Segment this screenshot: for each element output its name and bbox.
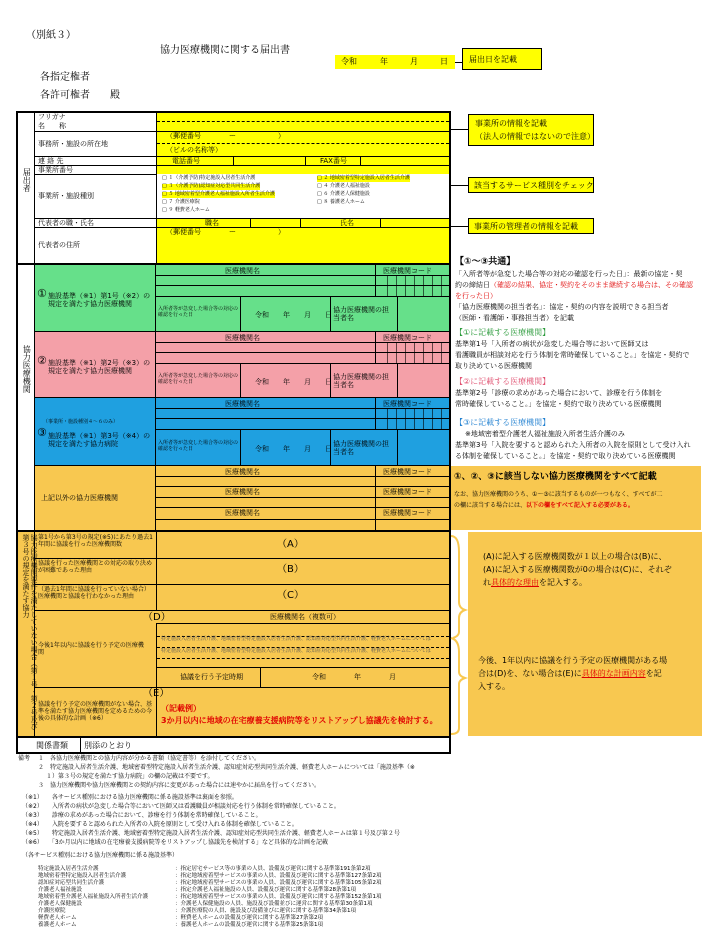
standard-basis: ：指定居宅サービス等の事業の人員、設備及び運営に関する基準第191条第2項 bbox=[175, 866, 371, 872]
type-option-5[interactable]: □ ５ 地域密着型介護老人福祉施設入所者生活介護 bbox=[162, 191, 275, 197]
callout-office bbox=[468, 114, 594, 146]
standard-service: 介護老人保健施設 bbox=[38, 901, 83, 907]
standard-service: 介護医療院 bbox=[38, 908, 66, 914]
standard-basis: ：指定地域密着型サービスの事業の人員、設備及び運営に関する基準第152条第1項 bbox=[175, 894, 382, 900]
s1-confirm-label: 入所者等が急変した場合等の対応の確認を行った日 bbox=[158, 306, 239, 318]
s2-person-label: 協力医療機関の担当者名 bbox=[333, 373, 389, 390]
standard-service: 介護老人福祉施設 bbox=[38, 887, 83, 893]
date-month: 月 bbox=[410, 57, 418, 66]
note-2b: １）第３号の規定を満たす協力病院」の欄の記載は不要です。 bbox=[46, 773, 214, 780]
standard-basis: ：介護医療院の人員、施設及び設備並びに運営に関する基準第34条第1項 bbox=[175, 908, 357, 914]
guide-1-line-2: 看護職員が相談対応を行う体制を常時確保していること。」を協定・契約で bbox=[455, 351, 690, 359]
date-era: 令和 bbox=[341, 57, 357, 66]
other-col-name-2: 医療機関名 bbox=[225, 488, 260, 496]
s1-person-label: 協力医療機関の担当者名 bbox=[333, 306, 389, 323]
guide-3-line-2: 基準第3号「入院を要すると認められた入所者の入院を原則として受け入れ bbox=[455, 441, 691, 449]
guide-all-line-2: の欄に該当する場合には、以下の欄をすべて記入する必要がある。 bbox=[454, 502, 634, 509]
s2-confirm-label: 入所者等が急変した場合等の対応の確認を行った日 bbox=[158, 373, 239, 385]
d-mark: （D） bbox=[143, 612, 171, 623]
furigana-label: フリガナ bbox=[38, 113, 66, 121]
other-col-code-1: 医療機関コード bbox=[383, 468, 432, 476]
standard-service: 地域密着型特定施設入居者生活介護 bbox=[38, 873, 127, 879]
s3-date[interactable]: 令和 年 月 日 bbox=[255, 445, 332, 453]
type-option-6[interactable]: □ ６ 介護老人保健施設 bbox=[317, 191, 370, 197]
standards-heading: （各サービス種別における協力医療機関に係る施設基準） bbox=[22, 852, 179, 859]
s2-number: ② bbox=[37, 354, 47, 367]
s3-person-label: 協力医療機関の担当者名 bbox=[333, 440, 389, 457]
d-small-text-2: 特定施設入居者生活介護、地域密着型特定施設入居者生活介護、認知症対応型共同生活介護、軽費老人ホームについては bbox=[161, 648, 431, 654]
guide-all-head: ①、②、③に該当しない協力医療機関をすべて記載 bbox=[454, 472, 657, 482]
rep-address-input[interactable] bbox=[157, 238, 449, 263]
callout-service bbox=[468, 177, 594, 193]
type-option-1[interactable]: □ １（介護予防)特定施設入居者生活介護 bbox=[162, 175, 256, 181]
section-3 bbox=[35, 398, 449, 466]
guide-ac-line-3: れ具体的な理由を記入する。 bbox=[483, 578, 587, 587]
coop-side bbox=[18, 265, 35, 530]
guide-common-line-2: 約の締結日（確認の結果、協定・契約をそのまま継続する場合は、その確認 bbox=[455, 281, 693, 289]
s2-col-name: 医療機関名 bbox=[225, 334, 260, 342]
building-name[interactable]: （ビルの名称等） bbox=[166, 146, 222, 154]
s2-col-code: 医療機関コード bbox=[383, 334, 432, 342]
phone-label: 電話番号 bbox=[172, 157, 200, 165]
d-input[interactable] bbox=[157, 623, 449, 667]
section-other bbox=[35, 466, 449, 530]
note-1: １ 各協力医療機関との協力内容が分かる書類（協定書等）を添付してください。 bbox=[38, 755, 261, 762]
guide-2-line-2: 常時確保していること。」を協定・契約で取り決めている医療機関 bbox=[455, 400, 662, 408]
note-s1: （※1） 各サービス種別における協力医療機関に係る施設基準は裏面を参照。 bbox=[22, 794, 238, 801]
a-label: 第1号から第3号の規定(※5)にあたり過去1年間に協議を行った医療機関数 bbox=[38, 534, 153, 548]
other-col-name-3: 医療機関名 bbox=[225, 509, 260, 517]
standard-service: 認知症対応型共同生活介護 bbox=[38, 880, 105, 886]
form-number: （別紙３） bbox=[26, 30, 76, 41]
d-col-label: 医療機関名（複数可） bbox=[270, 613, 340, 621]
callout-date-text: 届出日を記載 bbox=[469, 55, 517, 64]
c-mark: （C） bbox=[277, 590, 304, 601]
address-label: 事務所・施設の所在地 bbox=[38, 140, 108, 148]
s1-col-name: 医療機関名 bbox=[225, 267, 260, 275]
c-input[interactable] bbox=[157, 584, 449, 610]
office-number-label: 事業所番号 bbox=[38, 166, 73, 174]
section-2 bbox=[35, 332, 449, 398]
s3-number: ③ bbox=[37, 426, 47, 439]
facility-type-options bbox=[157, 174, 449, 218]
guide-3-head: 【③に記載する医療機関】 bbox=[455, 418, 551, 427]
addressee-1: 各指定権者 bbox=[40, 72, 90, 83]
e-mark: （E） bbox=[143, 688, 170, 699]
callout-manager bbox=[468, 218, 594, 234]
standard-basis: ：養護老人ホームの設備及び運営に関する基準第25条第1項 bbox=[175, 922, 323, 928]
callout-office-text-2: （法人の情報ではないので注意） bbox=[475, 132, 595, 141]
fax-label: FAX番号 bbox=[320, 157, 347, 165]
e-example-1: （記載例） bbox=[161, 704, 201, 713]
guide-ae-box bbox=[468, 532, 702, 736]
notmet-side bbox=[18, 532, 39, 736]
guide-common-line-3: を行った日） bbox=[455, 292, 497, 300]
standard-basis: ：指定介護老人福祉施設の人員、設備及び運営に関する基準第28条第1項 bbox=[175, 887, 357, 893]
date-day: 日 bbox=[440, 57, 448, 66]
notmet-side-label: 協力医療機関要件を満たしていない場合（第１号・第２号及び第３号の規定を満たす協力 bbox=[22, 534, 39, 730]
standard-service: 地域密着型介護老人福祉施設入所者生活介護 bbox=[38, 894, 149, 900]
s1-label: 施設基準（※1）第1号（※2）の規定を満たす協力医療機関 bbox=[48, 292, 151, 309]
s1-number: ① bbox=[37, 287, 47, 300]
guide-3-line-3: る体制を確保していること。」を協定・契約で取り決めている医療機関 bbox=[455, 452, 676, 460]
guide-2-line-1: 基準第2号「診療の求めがあった場合において、診療を行う体制を bbox=[455, 389, 663, 397]
note-s2: （※2） 入所者の病状が急変した場合等において医師又は看護職員が相談対応を行う体制を常時確保していること。 bbox=[22, 803, 340, 810]
s3-col-code: 医療機関コード bbox=[383, 400, 432, 408]
type-option-7[interactable]: □ ７ 介護医療院 bbox=[162, 199, 200, 205]
date-field[interactable] bbox=[335, 55, 455, 69]
guide-de-line-1: 今後、1年以内に協議を行う予定の医療機関がある場 bbox=[478, 656, 668, 665]
s1-col-code: 医療機関コード bbox=[383, 267, 432, 275]
type-option-4[interactable]: □ ４ 介護老人福祉施設 bbox=[317, 183, 370, 189]
type-option-2[interactable]: □ ２ 地域密着型特定施設入居者生活介護 bbox=[317, 175, 410, 181]
office-number-input[interactable] bbox=[157, 165, 449, 174]
callout-office-text-1: 事業所の情報を記載 bbox=[475, 119, 547, 128]
applicant-side bbox=[18, 113, 35, 263]
s3-confirm-label: 入所者等が急変した場合等の対応の確認を行った日 bbox=[158, 440, 239, 452]
note-s3: （※3） 診療の求めがあった場合において、診療を行う体制を常時確保していること。 bbox=[22, 812, 262, 819]
d-sched-label: 協議を行う予定時期 bbox=[180, 673, 243, 681]
type-option-8[interactable]: □ ８ 養護老人ホーム bbox=[317, 199, 365, 205]
d-small-text-1: 特定施設入居者生活介護、地域密着型特定施設入居者生活介護、認知症対応型共同生活介護、軽費老人ホームについては bbox=[161, 636, 431, 642]
guide-de-line-2: 合は(D)を、ない場合は(E)に具体的な計画内容を記 bbox=[478, 669, 662, 678]
standard-service: 軽費老人ホーム bbox=[38, 915, 77, 921]
postal-code-1[interactable]: （郵便番号 ー ） bbox=[166, 132, 285, 140]
note-2a: ２ 特定施設入居者生活介護、地域密着型特定施設入居者生活介護、認知症対応型共同生活介護、軽費老人ホームについては「施設基準（※ bbox=[38, 764, 415, 771]
guide-all-line-1: なお、協力医療機関のうち、①～③に該当するものが一つもなく、すべてが二 bbox=[454, 491, 663, 498]
other-label: 上記以外の協力医療機関 bbox=[41, 494, 118, 502]
note-s6: （※6） 「3か月以内に地域の在宅療養支援病院等をリストアップし協議先を検討する」など具体的な計画を記載 bbox=[22, 839, 328, 846]
guide-common-line-4: 「協力医療機関の担当者名」：協定・契約の内容を説明できる担当者 bbox=[455, 303, 669, 311]
guide-1-line-3: 取り決めている医療機関 bbox=[455, 362, 532, 370]
guide-all-box bbox=[451, 466, 701, 530]
standard-basis: ：軽費老人ホームの設備及び運営に関する基準第27条第2項 bbox=[175, 915, 323, 921]
type-option-9[interactable]: □ ９ 軽費老人ホーム bbox=[162, 207, 210, 213]
note-s4: （※4） 入院を要すると認められた入所者の入院を原則として受け入れる体制を確保していること。 bbox=[22, 821, 298, 828]
s3-note: （事業所・施設種別４～６のみ） bbox=[43, 419, 119, 425]
a-mark: （A） bbox=[277, 539, 304, 550]
attach-value: 別添のとおり bbox=[84, 741, 132, 750]
callout-service-text: 該当するサービス種別をチェック bbox=[474, 181, 594, 190]
s2-date[interactable]: 令和 年 月 日 bbox=[255, 378, 332, 386]
guide-ac-line-1: (A)に記入する医療機関数が１以上の場合は(B)に、 bbox=[483, 552, 667, 561]
notes-bikou: 備考 bbox=[18, 755, 31, 762]
applicant-side-label: 届出者 bbox=[22, 168, 32, 192]
facility-type-label: 事業所・施設種別 bbox=[38, 192, 94, 200]
guide-1-head: 【①に記載する医療機関】 bbox=[455, 328, 551, 337]
guide-de-line-3: 入する。 bbox=[478, 682, 510, 691]
guide-ac-line-2: (A)に記入する医療機関数が0の場合は(C)に、それぞ bbox=[483, 565, 672, 574]
brace-graphic bbox=[449, 532, 469, 737]
other-col-code-3: 医療機関コード bbox=[383, 509, 432, 517]
b-label: 協議を行った医療機関との対応の取り決めが困難であった理由 bbox=[38, 560, 153, 574]
s3-col-name: 医療機関名 bbox=[225, 400, 260, 408]
standard-basis: ：指定地域密着型サービスの事業の人員、設備及び運営に関する基準第127条第2項 bbox=[175, 873, 382, 879]
e-input[interactable] bbox=[157, 687, 449, 736]
note-s5: （※5） 特定施設入居者生活介護、地域密着型特定施設入居者生活介護、認知症対応型共同生活介護、軽費老人ホームは第１号及び第２号 bbox=[22, 830, 400, 837]
e-example-2: 3か月以内に地域の在宅療養支援病院等をリストアップし協議先を検討する。 bbox=[161, 716, 438, 725]
name-label: 名 称 bbox=[38, 122, 66, 130]
section-1 bbox=[35, 265, 449, 332]
coop-side-label: 協力医療機関 bbox=[22, 345, 32, 393]
a-input[interactable] bbox=[157, 532, 449, 558]
e-label: 協議を行う予定の医療機関がない場合、基準を満たす協力医療機関を定めるための今後の具体的な計画（※6） bbox=[38, 701, 153, 722]
standard-service: 養護老人ホーム bbox=[38, 922, 77, 928]
postal-code-2[interactable]: （郵便番号 ー ） bbox=[166, 228, 285, 236]
contact-label: 連 絡 先 bbox=[38, 157, 64, 165]
page-title: 協力医療機関に関する届出書 bbox=[160, 45, 290, 56]
guide-common-head: 【①～③共通】 bbox=[455, 257, 516, 267]
b-mark: （B） bbox=[277, 564, 304, 575]
guide-1-line-1: 基準第1号「入所者の病状が急変した場合等において医師又は bbox=[455, 340, 649, 348]
date-year: 年 bbox=[380, 57, 388, 66]
c-label: （過去1年間に協議を行っていない場合）医療機関と協議を行わなかった理由 bbox=[38, 586, 150, 600]
callout-date bbox=[462, 48, 542, 70]
rep-fullname-label: 氏名 bbox=[340, 219, 354, 227]
attach-label: 関係書類 bbox=[36, 741, 68, 750]
guide-common-line-5: （医師・看護師・事務担当者）を記載 bbox=[455, 314, 574, 322]
other-col-name-1: 医療機関名 bbox=[225, 468, 260, 476]
standard-service: 特定施設入居者生活介護 bbox=[38, 866, 99, 872]
standard-basis: ：指定地域密着型サービスの事業の人員、設備及び運営に関する基準第105条第2項 bbox=[175, 880, 382, 886]
s3-label: 施設基準（※1）第3号（※4）の規定を満たす協力病院 bbox=[48, 432, 151, 449]
rep-title-label: 職名 bbox=[205, 219, 219, 227]
rep-name-label: 代表者の職・氏名 bbox=[38, 219, 94, 227]
rep-address-label: 代表者の住所 bbox=[38, 241, 80, 249]
guide-2-head: 【②に記載する医療機関】 bbox=[455, 377, 551, 386]
callout-manager-text: 事業所の管理者の情報を記載 bbox=[474, 222, 578, 231]
guide-3-line-1: ※地域密着型介護老人福祉施設入所者生活介護のみ bbox=[465, 430, 625, 438]
s1-date[interactable]: 令和 年 月 日 bbox=[255, 311, 332, 319]
note-3: ３ 協力医療機関や協力医療機関との契約内容に変更があった場合には速やかに届出を行ってください。 bbox=[38, 782, 320, 789]
other-col-code-2: 医療機関コード bbox=[383, 488, 432, 496]
addressee-2: 各許可権者 殿 bbox=[40, 90, 120, 101]
b-input[interactable] bbox=[157, 558, 449, 584]
standard-basis: ：介護老人保健施設の人員、施設及び設備並びに運営に関する基準第30条第1項 bbox=[175, 901, 373, 907]
s2-label: 施設基準（※1）第2号（※3）の規定を満たす協力医療機関 bbox=[48, 359, 151, 376]
d-date[interactable]: 令和 年 月 bbox=[312, 673, 396, 681]
facility-name-input[interactable] bbox=[157, 121, 449, 131]
type-option-3[interactable]: □ ３（介護予防)認知症対応型共同生活介護 bbox=[162, 183, 261, 189]
guide-common-line-1: 「入所者等が急変した場合等の対応の確認を行った日」：最新の協定・契 bbox=[455, 270, 683, 278]
d-label: 今後1年以内に協議を行う予定の医療機関 bbox=[38, 642, 144, 656]
